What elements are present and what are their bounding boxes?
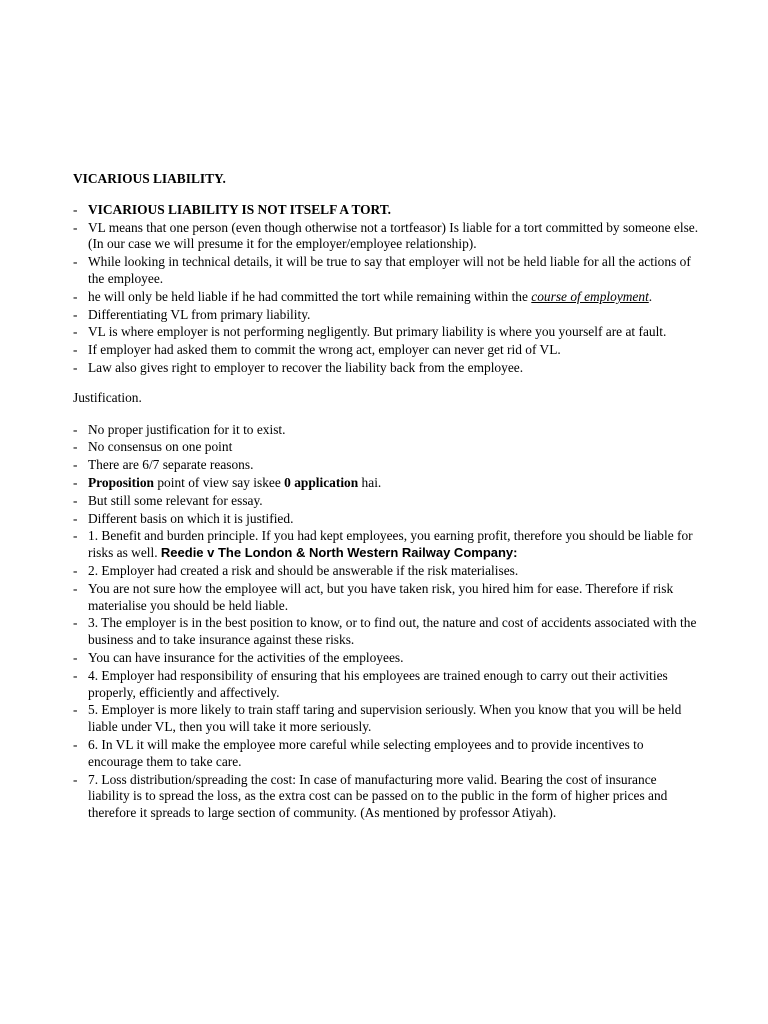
definition-list bbox=[73, 202, 701, 377]
item-text: No consensus on one point bbox=[88, 439, 233, 455]
item-text: 3. The employer is in the best position to know, or to find out, the nature and cost of accidents associated with the business and to take insurance against these risks. bbox=[88, 615, 697, 648]
dash-bullet: - bbox=[73, 342, 78, 358]
dash-bullet: - bbox=[73, 457, 78, 473]
dash-bullet: - bbox=[73, 219, 78, 235]
dash-bullet: - bbox=[73, 580, 78, 596]
item-text: No proper justification for it to exist. bbox=[88, 421, 286, 437]
item-text: point of view say iskee bbox=[153, 474, 285, 490]
item-text: 1. Benefit and burden principle. If you had kept employees, you earning profit, therefore you should be liable for risks as well. bbox=[88, 528, 693, 561]
proposition-bold: Proposition bbox=[88, 474, 154, 490]
list-item bbox=[73, 581, 701, 615]
course-of-employment-emphasis: course of employment bbox=[531, 288, 649, 304]
item-text: 6. In VL it will make the employee more careful while selecting employees and to provide incentives to encourage them to take care. bbox=[88, 736, 644, 769]
list-item bbox=[73, 324, 701, 341]
item-text: VICARIOUS LIABILITY IS NOT ITSELF A TORT. bbox=[88, 201, 392, 217]
item-text: 4. Employer had responsibility of ensuring that his employees are trained enough to carry out their activities properly, efficiently and affectively. bbox=[88, 667, 668, 700]
list-item bbox=[73, 563, 701, 580]
dash-bullet: - bbox=[73, 201, 78, 217]
item-text: Law also gives right to employer to recover the liability back from the employee. bbox=[88, 359, 524, 375]
item-text: 2. Employer had created a risk and should be answerable if the risk materialises. bbox=[88, 562, 519, 578]
dash-bullet: - bbox=[73, 510, 78, 526]
dash-bullet: - bbox=[73, 492, 78, 508]
item-text: 5. Employer is more likely to train staff taring and supervision seriously. When you know that you will be held liable under VL, then you will take it more seriously. bbox=[88, 702, 682, 735]
dash-bullet: - bbox=[73, 306, 78, 322]
item-text-end: . bbox=[648, 288, 653, 304]
list-item bbox=[73, 360, 701, 377]
dash-bullet: - bbox=[73, 474, 78, 490]
item-text: There are 6/7 separate reasons. bbox=[88, 457, 254, 473]
list-item bbox=[73, 737, 701, 771]
dash-bullet: - bbox=[73, 736, 78, 752]
dash-bullet: - bbox=[73, 771, 78, 787]
list-item bbox=[73, 220, 701, 254]
list-item bbox=[73, 422, 701, 439]
dash-bullet: - bbox=[73, 288, 78, 304]
dash-bullet: - bbox=[73, 254, 78, 270]
dash-bullet: - bbox=[73, 439, 78, 455]
item-text: But still some relevant for essay. bbox=[88, 492, 263, 508]
dash-bullet: - bbox=[73, 359, 78, 375]
list-item bbox=[73, 202, 701, 219]
dash-bullet: - bbox=[73, 421, 78, 437]
zero-application-bold: 0 application bbox=[284, 474, 359, 490]
item-text: Different basis on which it is justified. bbox=[88, 510, 294, 526]
dash-bullet: - bbox=[73, 649, 78, 665]
list-item bbox=[73, 668, 701, 702]
justification-title: Justification. bbox=[73, 389, 142, 405]
list-item bbox=[73, 615, 701, 649]
dash-bullet: - bbox=[73, 324, 78, 340]
list-item bbox=[73, 289, 701, 306]
item-text-end: hai. bbox=[358, 474, 382, 490]
item-text: 7. Loss distribution/spreading the cost: In case of manufacturing more valid. Bearing the cost of insurance liability is to spread the loss, as the extra cost can be passed on to the public in the form of higher prices and therefore it spreads to large section of community. (As mentioned by professor Atiyah). bbox=[88, 771, 668, 821]
item-text: You are not sure how the employee will act, but you have taken risk, you hired him for ease. Therefore if risk materialise you should be held liable. bbox=[88, 580, 674, 613]
item-text: While looking in technical details, it will be true to say that employer will not be held liable for all the actions of the employee. bbox=[88, 254, 691, 286]
list-item bbox=[73, 528, 701, 562]
list-item bbox=[73, 772, 701, 822]
item-text: If employer had asked them to commit the wrong act, employer can never get rid of VL. bbox=[88, 342, 561, 358]
dash-bullet: - bbox=[73, 562, 78, 578]
list-item bbox=[73, 702, 701, 736]
list-item bbox=[73, 457, 701, 474]
dash-bullet: - bbox=[73, 667, 78, 683]
item-text: You can have insurance for the activities of the employees. bbox=[88, 649, 404, 665]
document-page bbox=[73, 171, 701, 823]
list-item bbox=[73, 342, 701, 359]
item-text: VL is where employer is not performing negligently. But primary liability is where you yourself are at fault. bbox=[88, 324, 667, 340]
list-item bbox=[73, 650, 701, 667]
list-item bbox=[73, 254, 701, 288]
case-reference: Reedie v The London & North Western Railway Company: bbox=[160, 545, 518, 561]
list-item bbox=[73, 475, 701, 492]
list-item bbox=[73, 307, 701, 324]
list-item bbox=[73, 439, 701, 456]
item-text: Differentiating VL from primary liability. bbox=[88, 306, 311, 322]
list-item bbox=[73, 493, 701, 510]
item-text: VL means that one person (even though otherwise not a tortfeasor) Is liable for a tort committed by someone else. (In our case we will presume it for the employer/employee relationship). bbox=[88, 219, 699, 252]
dash-bullet: - bbox=[73, 702, 78, 718]
list-item bbox=[73, 511, 701, 528]
document-heading: VICARIOUS LIABILITY. bbox=[73, 171, 226, 186]
item-text: he will only be held liable if he had committed the tort while remaining within the bbox=[88, 288, 532, 304]
justification-list bbox=[73, 422, 701, 822]
dash-bullet: - bbox=[73, 528, 78, 544]
dash-bullet: - bbox=[73, 615, 78, 631]
